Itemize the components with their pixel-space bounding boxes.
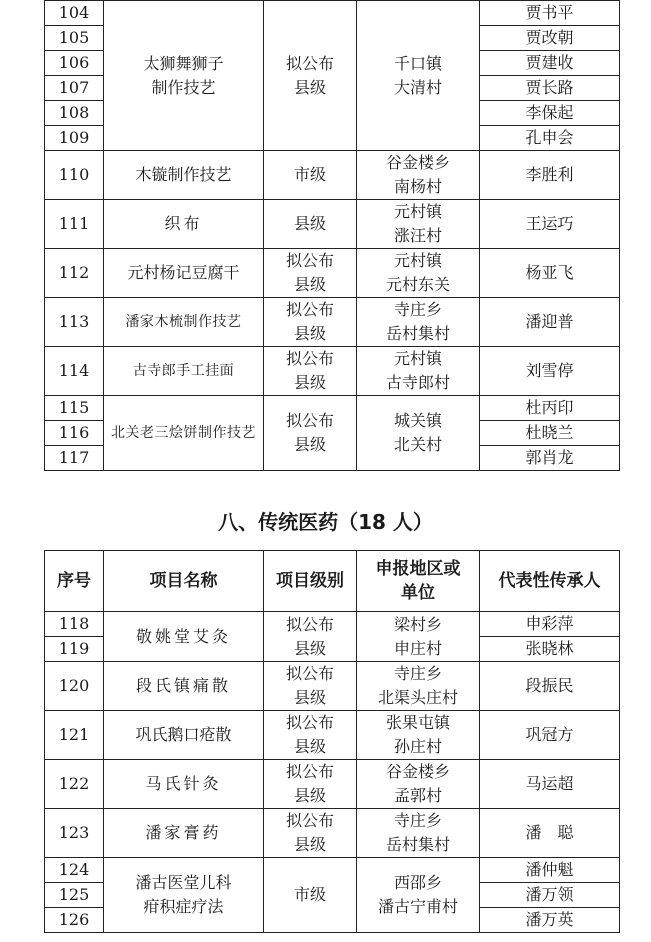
- report-area: 城关镇 北关村: [357, 396, 480, 471]
- project-name: 潘家膏药: [104, 809, 264, 858]
- table-row: [45, 298, 620, 347]
- row-number: 122: [45, 760, 104, 809]
- project-level: 拟公布 县级: [264, 298, 357, 347]
- project-level: 拟公布 县级: [264, 711, 357, 760]
- project-level: 市级: [264, 151, 357, 200]
- header-project: 项目名称: [104, 551, 264, 612]
- inheritor-name: 潘万领: [480, 883, 620, 908]
- inheritor-name: 贾建收: [480, 51, 620, 76]
- inheritor-name: 孔申会: [480, 126, 620, 151]
- row-number: 105: [45, 26, 104, 51]
- header-inheritor: 代表性传承人: [480, 551, 620, 612]
- project-level: 拟公布 县级: [264, 760, 357, 809]
- project-name: 马氏针灸: [104, 760, 264, 809]
- inheritor-name: 贾长路: [480, 76, 620, 101]
- row-number: 118: [45, 612, 104, 637]
- table-body: [45, 1, 620, 471]
- inheritor-name: 申彩萍: [480, 612, 620, 637]
- report-area: 谷金楼乡 南杨村: [357, 151, 480, 200]
- medicine-table: [44, 550, 620, 933]
- report-area: 元村镇 古寺郎村: [357, 347, 480, 396]
- project-name: 织布: [104, 200, 264, 249]
- project-level: 市级: [264, 858, 357, 933]
- project-level: 拟公布 县级: [264, 396, 357, 471]
- table-row: [45, 711, 620, 760]
- project-level: 县级: [264, 200, 357, 249]
- project-name: 木镟制作技艺: [104, 151, 264, 200]
- table-body: [45, 612, 620, 933]
- project-name: 巩氏鹅口疮散: [104, 711, 264, 760]
- row-number: 106: [45, 51, 104, 76]
- inheritor-name: 贾改朝: [480, 26, 620, 51]
- row-number: 112: [45, 249, 104, 298]
- project-level: 拟公布 县级: [264, 347, 357, 396]
- row-number: 109: [45, 126, 104, 151]
- table-row: [45, 858, 620, 883]
- table-row: [45, 151, 620, 200]
- inheritor-name: 段振民: [480, 662, 620, 711]
- inheritor-name: 杜丙印: [480, 396, 620, 421]
- project-level: 拟公布 县级: [264, 612, 357, 662]
- project-level: 拟公布 县级: [264, 809, 357, 858]
- row-number: 111: [45, 200, 104, 249]
- project-level: 拟公布 县级: [264, 662, 357, 711]
- row-number: 123: [45, 809, 104, 858]
- inheritor-name: 潘迎普: [480, 298, 620, 347]
- table-row: [45, 249, 620, 298]
- table-row: [45, 347, 620, 396]
- report-area: 谷金楼乡 孟郭村: [357, 760, 480, 809]
- row-number: 115: [45, 396, 104, 421]
- table-row: [45, 200, 620, 249]
- project-name: 潘古医堂儿科 疳积症疗法: [104, 858, 264, 933]
- report-area: 千口镇 大清村: [357, 1, 480, 151]
- inheritor-name: 李胜利: [480, 151, 620, 200]
- project-level: 拟公布 县级: [264, 1, 357, 151]
- inheritor-name: 巩冠方: [480, 711, 620, 760]
- inheritor-name: 李保起: [480, 101, 620, 126]
- inheritor-name: 张晓林: [480, 637, 620, 662]
- row-number: 110: [45, 151, 104, 200]
- header-row: [45, 551, 620, 612]
- table-row: [45, 809, 620, 858]
- inheritor-name: 潘万英: [480, 908, 620, 933]
- report-area: 西邵乡 潘古宁甫村: [357, 858, 480, 933]
- row-number: 119: [45, 637, 104, 662]
- inheritor-name: 潘 聪: [480, 809, 620, 858]
- project-name: 太狮舞狮子 制作技艺: [104, 1, 264, 151]
- table-row: [45, 396, 620, 421]
- heritage-table-continued: [44, 0, 620, 471]
- table-row: [45, 662, 620, 711]
- inheritor-name: 杨亚飞: [480, 249, 620, 298]
- row-number: 107: [45, 76, 104, 101]
- project-name: 敬姚堂艾灸: [104, 612, 264, 662]
- row-number: 116: [45, 421, 104, 446]
- report-area: 寺庄乡 岳村集村: [357, 298, 480, 347]
- project-name: 段氏镇痛散: [104, 662, 264, 711]
- inheritor-name: 王运巧: [480, 200, 620, 249]
- project-name: 潘家木梳制作技艺: [104, 298, 264, 347]
- header-level: 项目级别: [264, 551, 357, 612]
- project-level: 拟公布 县级: [264, 249, 357, 298]
- row-number: 124: [45, 858, 104, 883]
- header-area: 申报地区或 单位: [357, 551, 480, 612]
- inheritor-name: 马运超: [480, 760, 620, 809]
- report-area: 梁村乡 申庄村: [357, 612, 480, 662]
- row-number: 114: [45, 347, 104, 396]
- row-number: 126: [45, 908, 104, 933]
- inheritor-name: 潘仲魁: [480, 858, 620, 883]
- row-number: 104: [45, 1, 104, 26]
- project-name: 元村杨记豆腐干: [104, 249, 264, 298]
- report-area: 张果屯镇 孙庄村: [357, 711, 480, 760]
- inheritor-name: 刘雪停: [480, 347, 620, 396]
- row-number: 113: [45, 298, 104, 347]
- inheritor-name: 郭肖龙: [480, 446, 620, 471]
- row-number: 108: [45, 101, 104, 126]
- table-row: [45, 760, 620, 809]
- inheritor-name: 贾书平: [480, 1, 620, 26]
- section-title: 八、传统医药（18 人）: [218, 510, 433, 534]
- report-area: 寺庄乡 岳村集村: [357, 809, 480, 858]
- project-name: 古寺郎手工挂面: [104, 347, 264, 396]
- row-number: 125: [45, 883, 104, 908]
- table-row: [45, 1, 620, 26]
- row-number: 120: [45, 662, 104, 711]
- report-area: 元村镇 涨汪村: [357, 200, 480, 249]
- project-name: 北关老三烩饼制作技艺: [104, 396, 264, 471]
- report-area: 寺庄乡 北渠头庄村: [357, 662, 480, 711]
- row-number: 121: [45, 711, 104, 760]
- report-area: 元村镇 元村东关: [357, 249, 480, 298]
- inheritor-name: 杜晓兰: [480, 421, 620, 446]
- row-number: 117: [45, 446, 104, 471]
- header-number: 序号: [45, 551, 104, 612]
- table-row: [45, 612, 620, 637]
